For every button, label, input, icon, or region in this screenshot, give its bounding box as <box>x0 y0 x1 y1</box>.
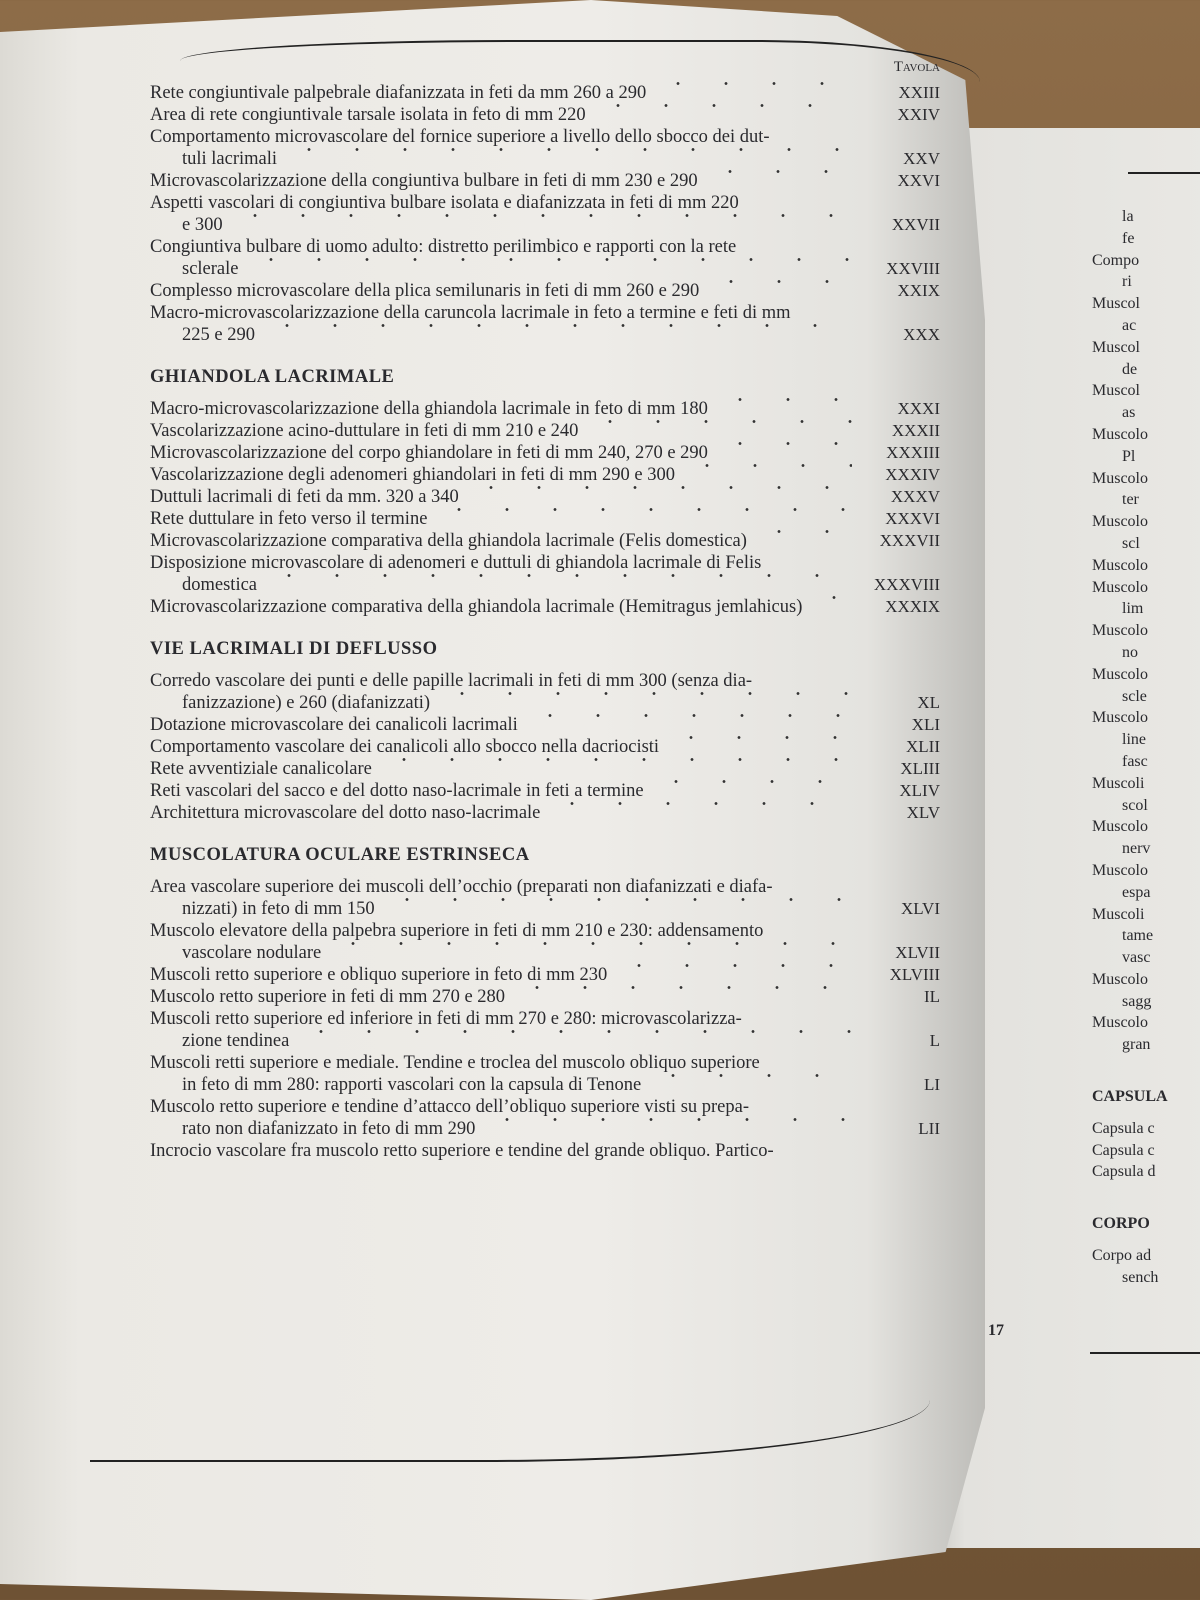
list-entry <box>150 486 940 508</box>
entry-last-line <box>150 258 860 280</box>
entry-line: Comportamento vascolare dei canalicoli allo sbocco nella dacriocisti <box>150 737 660 757</box>
entry-line: Muscolo retto superiore in feti di mm 270 e 280 <box>150 987 506 1007</box>
entry-line: fanizzazione) e 260 (diafanizzati) <box>182 693 431 713</box>
right-page-line-fragment: Muscol <box>1092 338 1140 356</box>
right-page-line-fragment: Muscolo <box>1092 622 1148 640</box>
plate-number: XLI <box>911 715 940 734</box>
dotted-leader <box>526 714 852 717</box>
entry-line: Disposizione microvascolare di adenomeri e duttuli di ghiandola lacrimale di Felis <box>150 553 762 573</box>
dotted-leader <box>483 1118 852 1121</box>
section-heading: MUSCOLATURA OCULARE ESTRINSECA <box>150 845 530 865</box>
entry-line: Muscoli retti superiore e mediale. Tendine e troclea del muscolo obliquo superiore <box>150 1053 760 1073</box>
entry-line: Aspetti vascolari di congiuntiva bulbare isolata e diafanizzata in feti di mm 220 <box>150 193 739 213</box>
entry-text <box>150 802 860 824</box>
entry-line: Macro-microvascolarizzazione della caruncola lacrimale in feto a termine e feti di mm <box>150 303 791 323</box>
entry-last-line <box>150 714 860 736</box>
right-page-line-fragment: Muscolo <box>1092 1014 1148 1032</box>
list-entry <box>150 876 940 920</box>
right-page-line-fragment: Muscolo <box>1092 469 1148 487</box>
dotted-leader <box>683 464 852 467</box>
plate-number: XLVII <box>895 943 940 962</box>
list-entry <box>150 964 940 986</box>
entry-last-line <box>150 898 860 920</box>
top-rule <box>180 40 980 82</box>
entry-last-line <box>150 324 860 346</box>
plate-number: XLII <box>906 737 940 756</box>
dotted-leader <box>297 1030 852 1033</box>
dotted-leader <box>548 802 852 805</box>
list-entry <box>150 302 940 346</box>
right-page-heading-fragment: CAPSULA <box>1092 1088 1168 1106</box>
entry-line: Muscolo retto superiore e tendine d’attacco dell’obliquo superiore visti su prepa- <box>150 1097 750 1117</box>
entry-text <box>150 82 860 104</box>
entry-line: Muscoli retto superiore ed inferiore in feti di mm 270 e 280: microvascolarizza- <box>150 1009 742 1029</box>
plate-number: XXXI <box>897 399 940 418</box>
intro-entries <box>150 82 940 346</box>
entry-text <box>150 486 860 508</box>
plate-number: XLIII <box>900 759 940 778</box>
right-page-line-fragment: ter <box>1122 491 1139 509</box>
right-page-line-fragment: scol <box>1122 796 1148 814</box>
list-entry <box>150 596 940 618</box>
plate-number: XXXII <box>891 421 940 440</box>
dotted-leader <box>247 258 853 261</box>
right-page-line-fragment: fe <box>1122 229 1135 247</box>
list-entry <box>150 714 940 736</box>
entry-text <box>150 126 860 170</box>
right-page-line-fragment: Muscolo <box>1092 578 1148 596</box>
section-heading: VIE LACRIMALI DI DEFLUSSO <box>150 639 438 659</box>
plate-number: XXIII <box>898 83 940 102</box>
plate-number: XXVII <box>891 215 940 234</box>
plate-number: XXXVI <box>885 509 940 528</box>
right-page-line-fragment: sench <box>1122 1268 1159 1286</box>
entry-last-line <box>150 942 860 964</box>
right-page-line-fragment: espa <box>1122 883 1151 901</box>
list-entry <box>150 802 940 824</box>
entry-line: Area di rete congiuntivale tarsale isolata in feto di mm 220 <box>150 105 586 125</box>
right-page-line-fragment: Corpo ad <box>1092 1247 1152 1265</box>
entry-line: Microvascolarizzazione del corpo ghiandolare in feti di mm 240, 270 e 290 <box>150 443 708 463</box>
plate-number: XXIV <box>897 105 940 124</box>
dotted-leader <box>649 1074 852 1077</box>
right-page-line-fragment: Pl <box>1122 447 1136 465</box>
plate-number: XXXV <box>890 487 940 506</box>
entry-last-line <box>150 148 860 170</box>
dotted-leader <box>467 486 852 489</box>
section-heading: GHIANDOLA LACRIMALE <box>150 367 395 387</box>
entry-text <box>150 104 860 126</box>
dotted-leader <box>716 398 852 401</box>
entry-text <box>150 1096 860 1140</box>
dotted-leader <box>652 780 852 783</box>
list-entry <box>150 236 940 280</box>
plate-number: LII <box>918 1119 940 1138</box>
list-entry <box>150 192 940 236</box>
right-page-line-fragment: scle <box>1122 687 1147 705</box>
list-entry <box>150 170 940 192</box>
dotted-leader <box>594 104 852 107</box>
dotted-leader <box>586 420 852 423</box>
right-page-line-fragment: Capsula c <box>1092 1119 1155 1137</box>
plate-number: IL <box>923 987 940 1006</box>
entry-line: Muscoli retto superiore e obliquo superiore in feto di mm 230 <box>150 965 608 985</box>
plate-number: XXXIV <box>885 465 940 484</box>
dotted-leader <box>383 898 852 901</box>
entry-line: Reti vascolari del sacco e del dotto naso-lacrimale in feti a termine <box>150 781 644 801</box>
right-page-line-fragment: gran <box>1122 1036 1151 1054</box>
right-page-line-fragment: nerv <box>1122 840 1151 858</box>
entry-line: Corredo vascolare dei punti e delle papille lacrimali in feti di mm 300 (senza dia- <box>150 671 753 691</box>
plate-number: XXIX <box>897 281 940 300</box>
dotted-leader <box>654 82 852 85</box>
entry-line: nizzati) in feto di mm 150 <box>182 899 375 919</box>
list-entry <box>150 920 940 964</box>
entry-text <box>150 552 860 596</box>
right-page-line-fragment: ri <box>1122 273 1132 291</box>
plate-number: XXVI <box>897 171 940 190</box>
entry-text <box>150 530 860 552</box>
right-page-line-fragment: scl <box>1122 534 1140 552</box>
sections <box>150 366 940 1162</box>
entry-text <box>150 714 860 736</box>
column-header-tavola: Tavola <box>893 59 940 75</box>
entry-last-line <box>150 692 860 714</box>
list-entry <box>150 530 940 552</box>
entry-line: rato non diafanizzato in feto di mm 290 <box>182 1119 476 1139</box>
entry-text <box>150 736 860 758</box>
entry-line: zione tendinea <box>182 1031 290 1051</box>
entry-line: tuli lacrimali <box>182 149 278 169</box>
right-page-line-fragment: Capsula d <box>1092 1163 1156 1181</box>
entry-text <box>150 920 860 964</box>
list-entry <box>150 420 940 442</box>
plate-number: XXXIX <box>885 597 940 616</box>
entry-last-line <box>150 780 860 802</box>
dotted-leader <box>513 986 852 989</box>
right-page-line-fragment: Muscoli <box>1092 905 1145 923</box>
entry-last-line <box>150 82 860 104</box>
entry-last-line <box>150 736 860 758</box>
entry-text <box>150 876 860 920</box>
entry-last-line <box>150 420 860 442</box>
dotted-leader <box>707 280 852 283</box>
plate-number: XL <box>917 693 940 712</box>
dotted-leader <box>716 442 852 445</box>
right-page-line-fragment: no <box>1122 643 1138 661</box>
right-page-line-fragment: line <box>1122 731 1146 749</box>
right-page-line-fragment: Muscolo <box>1092 425 1148 443</box>
dotted-leader <box>810 596 852 599</box>
entry-text <box>150 1052 860 1096</box>
right-page-line-fragment: fasc <box>1122 752 1148 770</box>
entry-text <box>150 420 860 442</box>
right-page-line-fragment: Muscolo <box>1092 970 1148 988</box>
entry-text <box>150 192 860 236</box>
entry-text <box>150 596 860 618</box>
entry-text <box>150 170 860 192</box>
entry-line: Vascolarizzazione acino-duttulare in feti di mm 210 e 240 <box>150 421 579 441</box>
list-entry <box>150 780 940 802</box>
entry-last-line <box>150 1074 860 1096</box>
entry-last-line <box>150 442 860 464</box>
entry-last-line <box>150 486 860 508</box>
entry-text <box>150 508 860 530</box>
entry-text <box>150 236 860 280</box>
dotted-leader <box>380 758 852 761</box>
entry-last-line <box>150 986 860 1008</box>
plate-number: XXX <box>903 325 940 344</box>
entry-last-line <box>150 758 860 780</box>
entry-line: Comportamento microvascolare del fornice superiore a livello dello sbocco dei dut- <box>150 127 770 147</box>
list-entry <box>150 1008 940 1052</box>
entry-line: Rete congiuntivale palpebrale diafanizzata in feti da mm 260 a 290 <box>150 83 647 103</box>
list-entry <box>150 736 940 758</box>
entry-text <box>150 758 860 780</box>
entry-line: Dotazione microvascolare dei canalicoli lacrimali <box>150 715 518 735</box>
entry-line: Vascolarizzazione degli adenomeri ghiandolari in feti di mm 290 e 300 <box>150 465 676 485</box>
entry-text <box>150 464 860 486</box>
list-entry <box>150 1096 940 1140</box>
entry-line: Congiuntiva bulbare di uomo adulto: distretto perilimbico e rapporti con la rete <box>150 237 737 257</box>
plate-number: LI <box>923 1075 940 1094</box>
list-entry <box>150 126 940 170</box>
entry-last-line <box>150 1118 860 1140</box>
right-page-text-fragments <box>1092 206 1200 1289</box>
plate-number: XXV <box>903 149 940 168</box>
entry-last-line <box>150 170 860 192</box>
right-page-line-fragment: Muscolo <box>1092 665 1148 683</box>
plate-number: XLV <box>906 803 940 822</box>
plate-number: XLIV <box>899 781 940 800</box>
entry-line: Microvascolarizzazione comparativa della ghiandola lacrimale (Felis domestica) <box>150 531 747 551</box>
entry-last-line <box>150 802 860 824</box>
entry-text <box>150 964 860 986</box>
dotted-leader <box>329 942 852 945</box>
right-page-line-fragment: de <box>1122 360 1138 378</box>
dotted-leader <box>706 170 852 173</box>
right-page-line-fragment: Compo <box>1092 251 1140 269</box>
right-page-line-fragment: Muscoli <box>1092 774 1145 792</box>
entry-line: Incrocio vascolare fra muscolo retto superiore e tendine del grande obliquo. Partico- <box>150 1141 774 1161</box>
entry-last-line <box>150 574 860 596</box>
list-entry <box>150 104 940 126</box>
right-page-line-fragment: Capsula c <box>1092 1141 1155 1159</box>
entry-text <box>150 670 860 714</box>
list-entry <box>150 986 940 1008</box>
entry-last-line <box>150 464 860 486</box>
entry-last-line <box>150 214 860 236</box>
list-entry <box>150 508 940 530</box>
entry-line: Microvascolarizzazione della congiuntiva bulbare in feti di mm 230 e 290 <box>150 171 698 191</box>
right-page-top-rule <box>1128 172 1200 174</box>
entry-line: Area vascolare superiore dei muscoli dell’occhio (preparati non diafanizzati e diafa- <box>150 877 773 897</box>
right-page-line-fragment: Muscol <box>1092 295 1140 313</box>
right-page-line-fragment: Muscolo <box>1092 556 1148 574</box>
plate-number: XLVIII <box>889 965 940 984</box>
table-of-plates <box>150 59 940 1162</box>
list-entry <box>150 464 940 486</box>
right-page-line-fragment: Muscol <box>1092 382 1140 400</box>
list-entry <box>150 758 940 780</box>
entry-text <box>150 280 860 302</box>
right-page-line-fragment: Muscolo <box>1092 818 1148 836</box>
section-1 <box>150 638 940 824</box>
entry-text <box>150 780 860 802</box>
entry-text <box>150 1140 860 1162</box>
list-entry <box>150 398 940 420</box>
entry-last-line <box>150 508 860 530</box>
right-page-line-fragment: lim <box>1122 600 1144 618</box>
entry-last-line <box>150 530 860 552</box>
dotted-leader <box>265 574 852 577</box>
dotted-leader <box>231 214 852 217</box>
entry-line: vascolare nodulare <box>182 943 322 963</box>
entry-text <box>150 398 860 420</box>
plate-number: XXXIII <box>886 443 940 462</box>
entry-line: Rete avventiziale canalicolare <box>150 759 372 779</box>
entry-line: e 300 <box>182 215 223 235</box>
list-entry <box>150 442 940 464</box>
entry-last-line <box>150 1030 860 1052</box>
dotted-leader <box>263 324 852 327</box>
plate-number: XXXVII <box>879 531 940 550</box>
entry-line: Duttuli lacrimali di feti da mm. 320 a 340 <box>150 487 459 507</box>
entry-line: Muscolo elevatore della palpebra superiore in feti di mm 210 e 230: addensamento <box>150 921 764 941</box>
plate-number: L <box>929 1031 940 1050</box>
entry-line: Microvascolarizzazione comparativa della ghiandola lacrimale (Hemitragus jemlahicus) <box>150 597 803 617</box>
entry-last-line <box>150 596 860 618</box>
plate-number: XXXVIII <box>873 575 940 594</box>
right-page-heading-fragment: CORPO <box>1092 1215 1150 1233</box>
entry-line: domestica <box>182 575 258 595</box>
entry-text <box>150 986 860 1008</box>
page-number: 17 <box>988 1322 1004 1339</box>
right-page-line-fragment: Muscolo <box>1092 513 1148 531</box>
dotted-leader <box>615 964 852 967</box>
entry-last-line <box>150 964 860 986</box>
right-page-line-fragment: tame <box>1122 927 1154 945</box>
right-page-line-fragment: vasc <box>1122 949 1151 967</box>
dotted-leader <box>667 736 852 739</box>
right-page-line-fragment: sagg <box>1122 992 1152 1010</box>
list-entry <box>150 552 940 596</box>
entry-line: 225 e 290 <box>182 325 255 345</box>
entry-line: in feto di mm 280: rapporti vascolari con la capsula di Tenone <box>182 1075 642 1095</box>
section-2 <box>150 844 940 1162</box>
right-page-line-fragment: la <box>1122 208 1134 225</box>
section-0 <box>150 366 940 618</box>
dotted-leader <box>285 148 852 151</box>
entry-line: sclerale <box>182 259 239 279</box>
plate-number: XLVI <box>900 899 940 918</box>
right-page-line-fragment: as <box>1122 404 1136 422</box>
entry-last-line <box>150 280 860 302</box>
list-entry <box>150 670 940 714</box>
list-entry <box>150 1140 940 1162</box>
entry-line: Architettura microvascolare del dotto naso-lacrimale <box>150 803 541 823</box>
entry-text <box>150 302 860 346</box>
dotted-leader <box>755 530 852 533</box>
right-page-line-fragment: Muscolo <box>1092 709 1148 727</box>
right-page-line-fragment: Muscolo <box>1092 861 1148 879</box>
right-page-bottom-rule <box>1090 1352 1200 1354</box>
list-entry <box>150 280 940 302</box>
entry-text <box>150 1008 860 1052</box>
list-entry <box>150 82 940 104</box>
right-page-line-fragment: ac <box>1122 316 1137 334</box>
entry-last-line <box>150 398 860 420</box>
list-entry <box>150 1052 940 1096</box>
entry-text <box>150 442 860 464</box>
plate-number: XXVIII <box>886 259 940 278</box>
entry-last-line <box>150 104 860 126</box>
dotted-leader <box>438 692 852 695</box>
entry-line: Macro-microvascolarizzazione della ghiandola lacrimale in feto di mm 180 <box>150 399 708 419</box>
entry-line: Complesso microvascolare della plica semilunaris in feti di mm 260 e 290 <box>150 281 700 301</box>
dotted-leader <box>435 508 852 511</box>
entry-line: Rete duttulare in feto verso il termine <box>150 509 428 529</box>
